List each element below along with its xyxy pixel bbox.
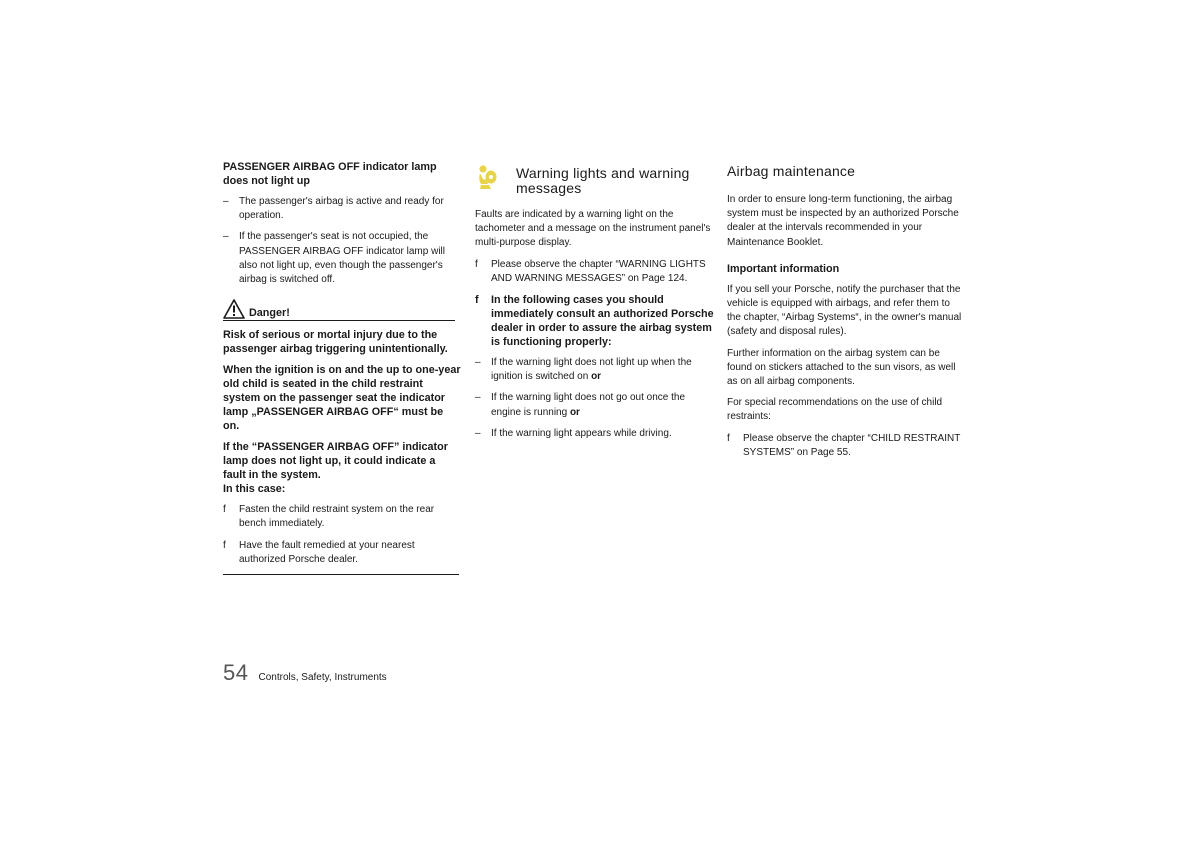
- step-marker: f: [223, 539, 226, 551]
- list-item: [223, 195, 461, 223]
- footer-section-title: Controls, Safety, Instruments: [258, 672, 387, 683]
- list-marker: –: [475, 427, 481, 439]
- section-header: [475, 162, 715, 196]
- list-item-text: If the warning light does not light up when the ignition is switched on: [491, 357, 692, 383]
- step-text: Have the fault remedied at your nearest authorized Porsche dealer.: [239, 539, 415, 565]
- list-marker: –: [475, 392, 481, 404]
- step-text: Please observe the chapter “WARNING LIGHTS AND WARNING MESSAGES” on Page 124.: [491, 258, 706, 284]
- paragraph: Further information on the airbag system can be found on stickers attached to the sun visors, as well as on all airbag components.: [727, 347, 956, 388]
- page-number: 54: [223, 660, 249, 685]
- list-marker: –: [223, 231, 229, 243]
- section-heading: PASSENGER AIRBAG OFF indicator lamp does not light up: [223, 161, 437, 187]
- column-warning-lights: [475, 162, 715, 448]
- step-item: [727, 432, 965, 460]
- step-item: [223, 503, 461, 531]
- paragraph: For special recommendations on the use of child restraints:: [727, 397, 943, 423]
- list-item-text: The passenger's airbag is active and ready for operation.: [239, 196, 444, 222]
- step-text: Please observe the chapter “CHILD RESTRAINT SYSTEMS” on Page 55.: [743, 432, 961, 458]
- page-footer: [223, 660, 387, 686]
- step-item: [475, 258, 715, 286]
- section-end-rule: [223, 571, 459, 575]
- list-item-suffix: or: [569, 406, 580, 418]
- list-item-text: If the warning light appears while driving.: [491, 427, 672, 439]
- section-title: Warning lights and warning messages: [516, 165, 690, 196]
- section-title: Airbag maintenance: [727, 163, 856, 179]
- list-item-text: If the warning light does not go out once the engine is running: [491, 392, 686, 418]
- step-text: Fasten the child restraint system on the rear bench immediately.: [239, 504, 435, 530]
- step-item: [475, 293, 715, 349]
- step-marker: f: [223, 504, 226, 516]
- danger-text: Risk of serious or mortal injury due to the passenger airbag triggering unintentionally.: [223, 329, 448, 356]
- airbag-warning-light-icon: [475, 164, 499, 190]
- list-item: [475, 427, 715, 441]
- column-passenger-airbag: [223, 160, 461, 575]
- list-marker: –: [475, 357, 481, 369]
- intro-paragraph: Faults are indicated by a warning light on the tachometer and a message on the instrument panel's multi-purpose display.: [475, 209, 711, 249]
- danger-header: [223, 299, 455, 321]
- warning-triangle-icon: [223, 299, 245, 319]
- list-item: [475, 391, 715, 419]
- paragraph: If you sell your Porsche, notify the purchaser that the vehicle is equipped with airbags, and refer them to the chapter, “Airbag Systems“, in the owner's manual (safety and disposal rules).: [727, 283, 962, 338]
- list-item: [475, 356, 715, 384]
- step-marker: f: [475, 258, 478, 270]
- danger-label: Danger!: [249, 307, 290, 320]
- step-marker: f: [727, 432, 730, 444]
- list-item-suffix: or: [591, 371, 602, 383]
- step-item: [223, 539, 461, 567]
- list-item: [223, 230, 461, 287]
- subheading: Important information: [727, 262, 840, 275]
- list-item-text: If the passenger's seat is not occupied, the PASSENGER AIRBAG OFF indicator lamp will also not light up, even though the passenger's airbag is switched off.: [239, 231, 445, 286]
- step-text: In the following cases you should immediately consult an authorized Porsche dealer in order to assure the airbag system is functioning properly:: [491, 294, 714, 349]
- in-this-case-label: In this case:: [223, 483, 286, 496]
- list-marker: –: [223, 196, 229, 207]
- intro-paragraph: In order to ensure long-term functioning, the airbag system must be inspected by an authorized Porsche dealer at the intervals recommended in your Maintenance Booklet.: [727, 194, 959, 248]
- danger-text: If the “PASSENGER AIRBAG OFF” indicator lamp does not light up, it could indicate a fault in the system.: [223, 441, 448, 482]
- danger-text: When the ignition is on and the up to one-year old child is seated in the child restraint system on the passenger seat the indicator lamp „PASSENGER AIRBAG OFF“ must be on.: [223, 364, 461, 433]
- step-marker: f: [475, 294, 479, 307]
- column-airbag-maintenance: [727, 162, 965, 467]
